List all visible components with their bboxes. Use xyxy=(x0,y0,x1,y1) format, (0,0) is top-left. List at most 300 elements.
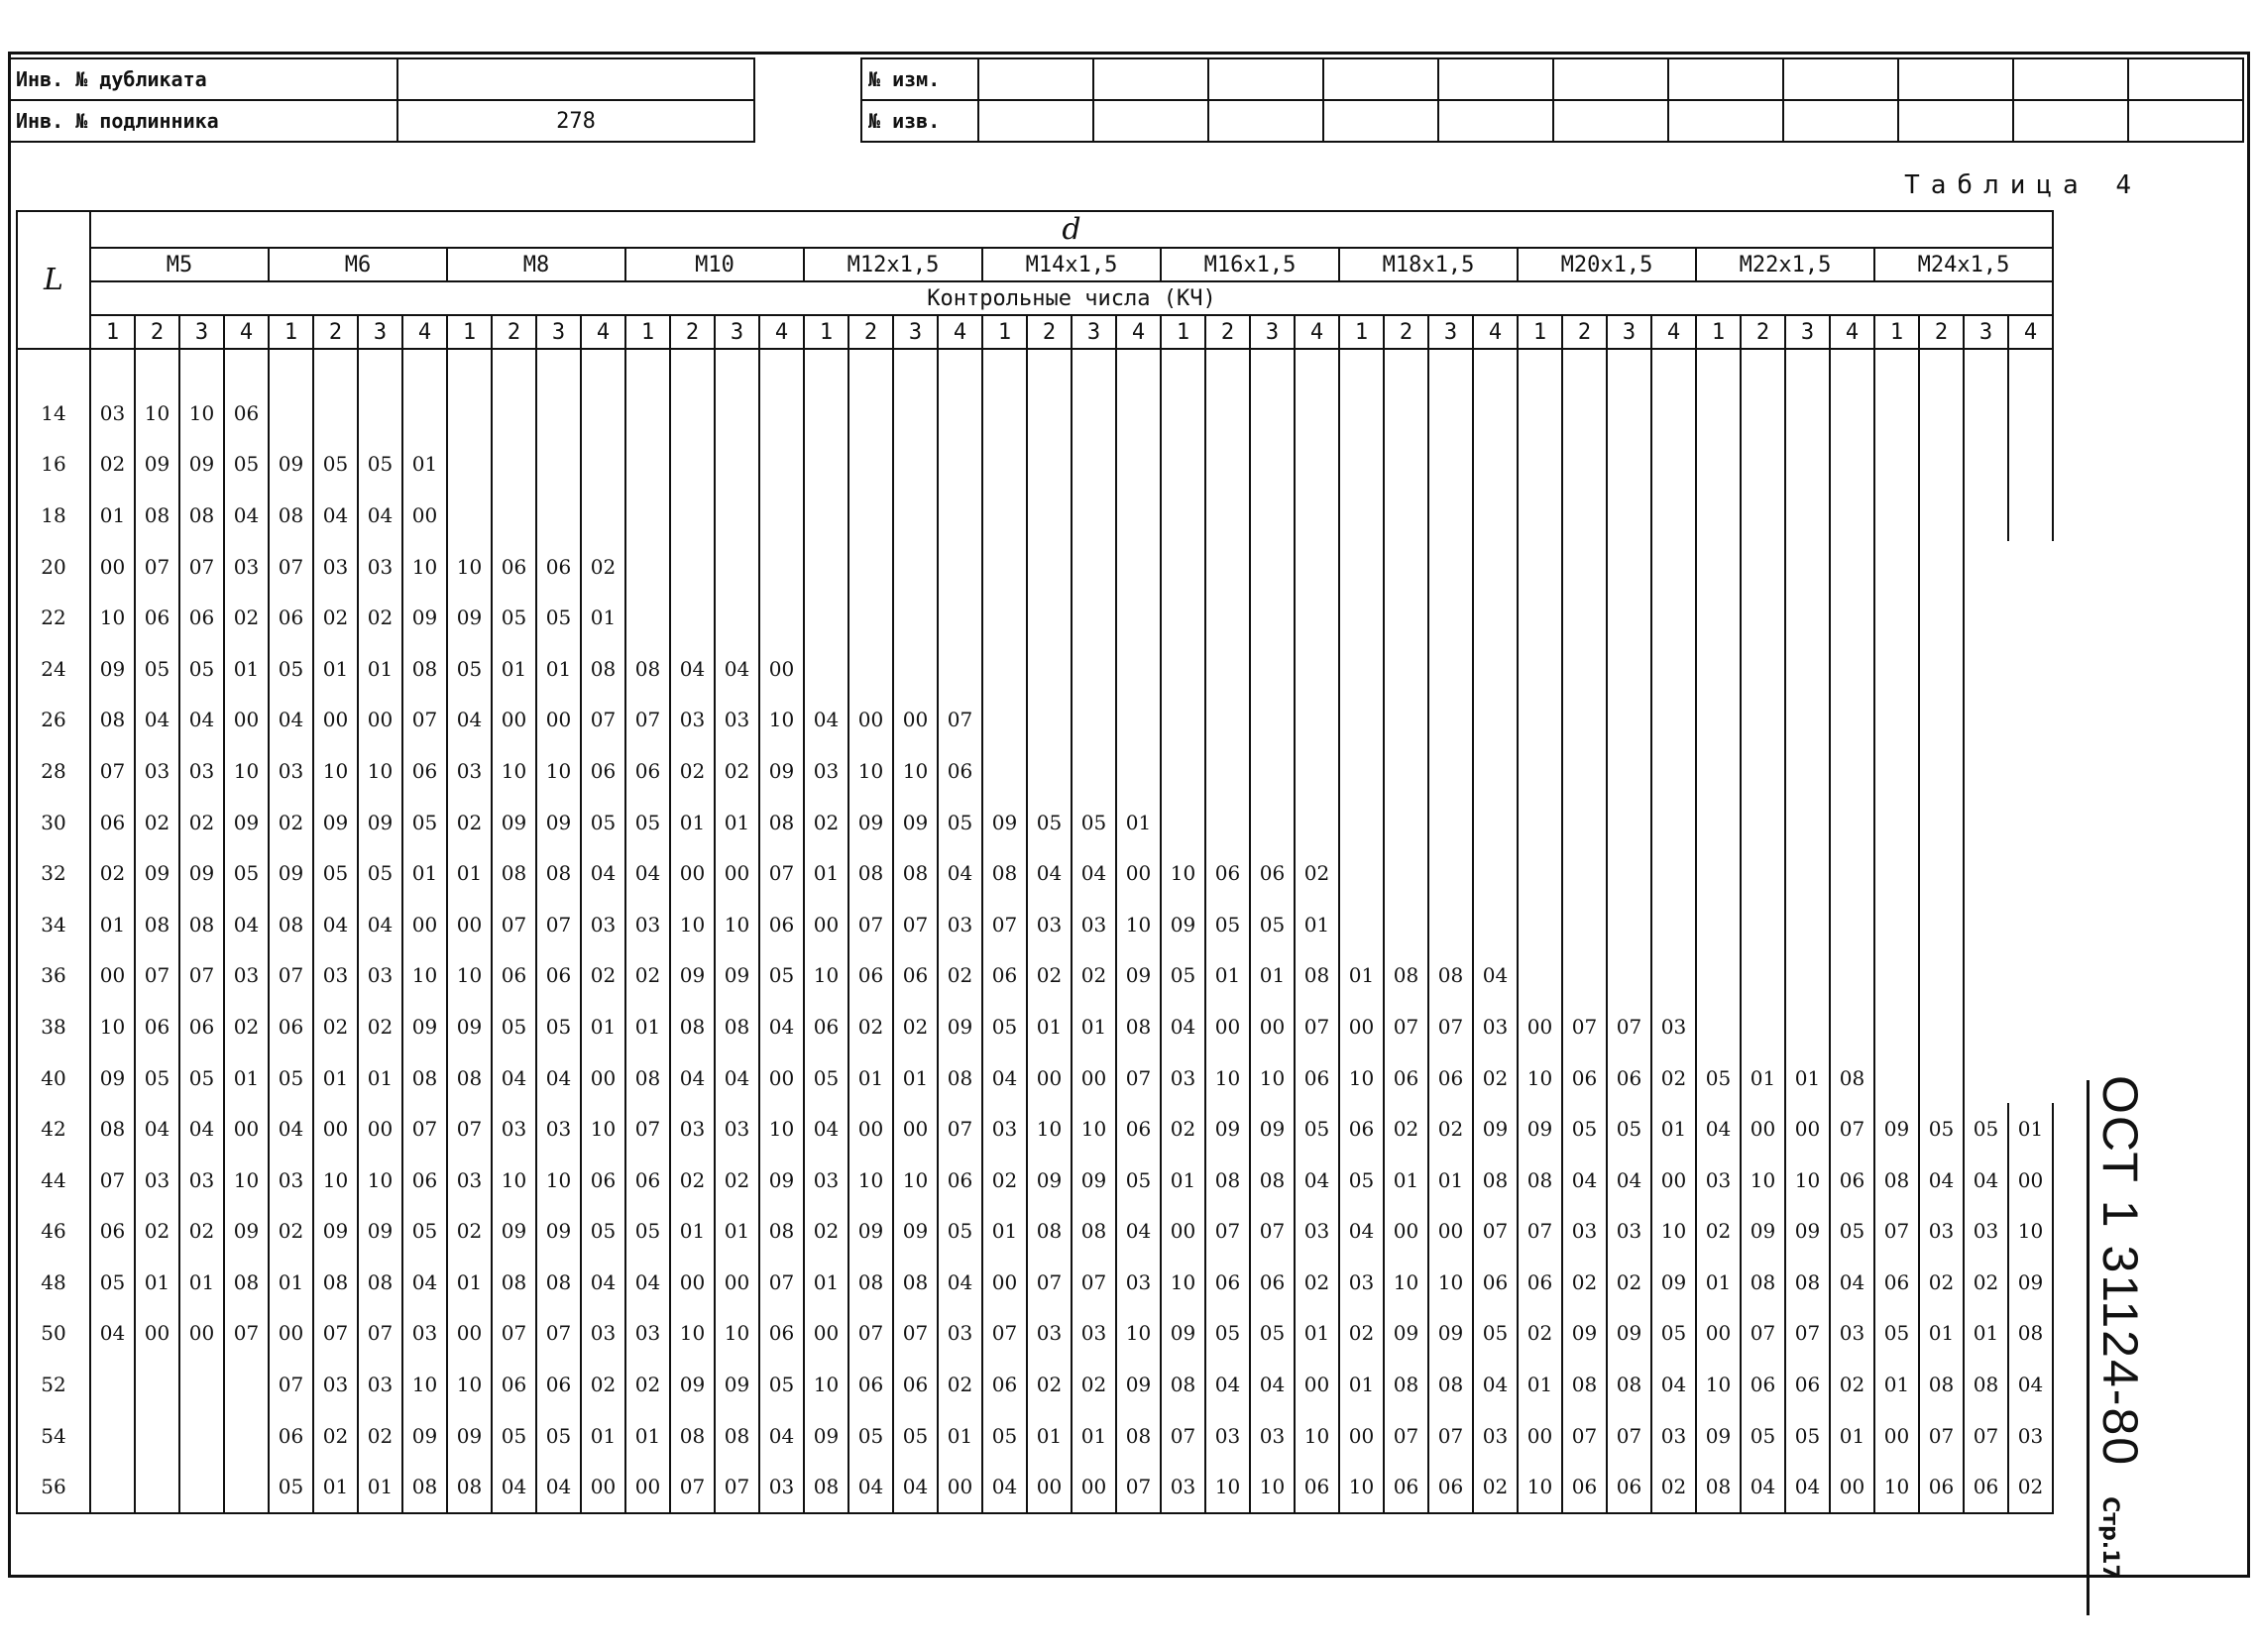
control-number-cell: 01 xyxy=(1116,797,1161,848)
control-number-cell: 05 xyxy=(982,1410,1027,1462)
control-number-cell: 07 xyxy=(893,899,938,950)
change-cell xyxy=(1553,58,1668,100)
control-number-cell: 09 xyxy=(135,847,179,899)
control-number-cell: 04 xyxy=(179,695,224,746)
control-number-cell: 02 xyxy=(670,1155,715,1206)
spacer-cell xyxy=(1473,349,1518,387)
control-number-cell xyxy=(1428,439,1473,491)
control-number-cell xyxy=(1785,439,1830,491)
control-number-cell xyxy=(1830,592,1874,643)
control-number-cell: 02 xyxy=(179,797,224,848)
control-number-cell: 05 xyxy=(1027,797,1072,848)
control-number-cell: 08 xyxy=(1696,1461,1741,1513)
control-number-cell xyxy=(1518,797,1562,848)
control-number-cell: 03 xyxy=(179,1155,224,1206)
control-number-cell xyxy=(179,1410,224,1462)
control-number-cell xyxy=(938,439,982,491)
control-number-cell: 10 xyxy=(313,745,358,797)
document-code-vertical xyxy=(2091,1075,2149,1580)
subcolumn-header: 1 xyxy=(1518,315,1562,349)
control-number-cell: 07 xyxy=(447,1103,492,1155)
control-number-cell xyxy=(1919,745,1964,797)
control-number-cell xyxy=(1651,950,1696,1002)
control-number-cell xyxy=(982,490,1027,541)
control-number-cell xyxy=(1250,643,1295,695)
control-number-cell xyxy=(625,387,670,439)
control-number-cell: 02 xyxy=(715,745,759,797)
control-number-cell: 06 xyxy=(581,1155,625,1206)
control-number-cell xyxy=(938,541,982,593)
control-number-cell: 07 xyxy=(625,695,670,746)
change-cell xyxy=(978,58,1093,100)
control-number-cell xyxy=(938,592,982,643)
control-number-cell: 04 xyxy=(224,490,269,541)
control-number-cell: 05 xyxy=(759,1359,804,1410)
control-number-cell: 01 xyxy=(1072,1410,1116,1462)
control-number-cell xyxy=(492,439,536,491)
control-number-cell: 04 xyxy=(625,1257,670,1308)
control-number-cell: 07 xyxy=(358,1308,402,1360)
control-number-cell xyxy=(1161,541,1205,593)
control-number-cell xyxy=(1250,490,1295,541)
control-number-cell: 02 xyxy=(313,592,358,643)
control-number-cell xyxy=(1295,643,1339,695)
control-number-cell: 09 xyxy=(982,797,1027,848)
subcolumn-header: 2 xyxy=(670,315,715,349)
control-number-cell: 10 xyxy=(402,541,447,593)
control-number-cell xyxy=(670,592,715,643)
length-cell: 48 xyxy=(17,1257,90,1308)
length-cell: 34 xyxy=(17,899,90,950)
control-number-cell xyxy=(492,387,536,439)
control-number-cell: 02 xyxy=(1072,1359,1116,1410)
table-caption: Таблица 4 xyxy=(1904,170,2142,200)
control-number-cell: 03 xyxy=(804,1155,848,1206)
control-number-cell xyxy=(1562,592,1607,643)
control-number-cell xyxy=(1696,592,1741,643)
control-number-cell: 07 xyxy=(848,1308,893,1360)
spacer-cell xyxy=(1562,349,1607,387)
control-number-cell: 06 xyxy=(848,950,893,1002)
thread-size-header: M6 xyxy=(269,248,447,281)
notice-cell xyxy=(1208,100,1323,142)
table-row xyxy=(17,797,2053,848)
control-number-cell: 03 xyxy=(358,541,402,593)
spacer-cell xyxy=(1339,349,1384,387)
control-number-cell: 02 xyxy=(581,1359,625,1410)
control-number-cell: 05 xyxy=(269,1052,313,1104)
control-number-cell xyxy=(1741,643,1785,695)
control-number-cell: 06 xyxy=(1428,1461,1473,1513)
control-number-cell xyxy=(1874,950,1919,1002)
control-number-cell: 02 xyxy=(938,1359,982,1410)
control-number-cell xyxy=(1072,439,1116,491)
control-number-cell xyxy=(1384,847,1428,899)
control-number-cell: 04 xyxy=(313,490,358,541)
control-number-cell: 08 xyxy=(759,797,804,848)
control-number-cell: 05 xyxy=(1874,1308,1919,1360)
control-number-cell xyxy=(1919,541,1964,593)
control-number-cell: 09 xyxy=(1874,1103,1919,1155)
control-number-cell: 08 xyxy=(938,1052,982,1104)
control-number-cell: 01 xyxy=(670,797,715,848)
control-number-cell: 05 xyxy=(1205,899,1250,950)
subcolumn-header: 2 xyxy=(848,315,893,349)
control-number-cell xyxy=(1339,643,1384,695)
control-number-cell: 02 xyxy=(224,592,269,643)
spacer-cell xyxy=(715,349,759,387)
control-number-cell: 01 xyxy=(1384,1155,1428,1206)
control-number-cell: 07 xyxy=(492,1308,536,1360)
control-number-cell: 00 xyxy=(1874,1410,1919,1462)
control-number-cell: 01 xyxy=(1339,1359,1384,1410)
control-number-cell: 01 xyxy=(1964,1308,2008,1360)
table-row xyxy=(17,1410,2053,1462)
length-cell: 44 xyxy=(17,1155,90,1206)
control-number-cell: 03 xyxy=(670,695,715,746)
control-number-cell: 06 xyxy=(982,950,1027,1002)
control-number-cell: 06 xyxy=(90,797,135,848)
control-number-cell: 01 xyxy=(358,1052,402,1104)
control-number-cell: 03 xyxy=(179,745,224,797)
control-number-cell xyxy=(893,643,938,695)
spacer-cell xyxy=(581,349,625,387)
subcolumn-header: 3 xyxy=(893,315,938,349)
control-number-cell: 10 xyxy=(715,899,759,950)
control-number-cell: 05 xyxy=(982,1001,1027,1052)
spacer-cell xyxy=(893,349,938,387)
length-cell: 40 xyxy=(17,1052,90,1104)
control-number-cell xyxy=(1785,490,1830,541)
control-number-cell: 04 xyxy=(804,695,848,746)
control-number-cell xyxy=(1384,387,1428,439)
control-number-cell: 09 xyxy=(804,1410,848,1462)
spacer-cell xyxy=(1295,349,1339,387)
control-number-cell: 07 xyxy=(1607,1410,1651,1462)
control-number-cell xyxy=(1518,643,1562,695)
control-number-cell: 10 xyxy=(90,1001,135,1052)
control-number-cell xyxy=(447,439,492,491)
control-number-cell: 08 xyxy=(224,1257,269,1308)
control-number-cell: 09 xyxy=(447,1001,492,1052)
control-number-cell xyxy=(1874,695,1919,746)
control-number-cell: 07 xyxy=(1607,1001,1651,1052)
control-number-cell xyxy=(1696,745,1741,797)
control-number-cell: 03 xyxy=(313,541,358,593)
control-number-cell xyxy=(581,387,625,439)
change-cell xyxy=(1438,58,1553,100)
control-number-cell xyxy=(1339,695,1384,746)
control-number-cell: 08 xyxy=(670,1001,715,1052)
control-number-cell xyxy=(625,592,670,643)
thread-size-header: M16x1,5 xyxy=(1161,248,1339,281)
control-number-cell: 00 xyxy=(269,1308,313,1360)
table-row xyxy=(17,1103,2053,1155)
control-number-cell: 09 xyxy=(848,797,893,848)
spacer-cell xyxy=(1072,349,1116,387)
control-number-cell xyxy=(1562,643,1607,695)
control-number-cell xyxy=(1919,1001,1964,1052)
control-number-cell: 01 xyxy=(313,1461,358,1513)
control-number-cell xyxy=(625,541,670,593)
control-number-cell: 02 xyxy=(1562,1257,1607,1308)
control-number-cell xyxy=(1205,439,1250,491)
control-number-cell: 07 xyxy=(1116,1052,1161,1104)
control-number-cell xyxy=(1830,797,1874,848)
control-number-cell xyxy=(759,592,804,643)
control-number-cell xyxy=(1919,695,1964,746)
control-number-cell xyxy=(1339,592,1384,643)
control-number-cell: 05 xyxy=(358,439,402,491)
control-number-cell: 03 xyxy=(402,1308,447,1360)
control-number-cell: 08 xyxy=(1384,950,1428,1002)
control-number-cell xyxy=(1116,745,1161,797)
control-number-cell xyxy=(1607,695,1651,746)
control-number-cell xyxy=(1027,643,1072,695)
control-number-cell: 06 xyxy=(1785,1359,1830,1410)
control-number-cell: 02 xyxy=(224,1001,269,1052)
table-row xyxy=(17,899,2053,950)
control-number-cell xyxy=(1919,592,1964,643)
control-number-cell xyxy=(1250,387,1295,439)
control-number-cell xyxy=(1964,387,2008,439)
control-number-cell: 07 xyxy=(1518,1206,1562,1258)
control-number-cell xyxy=(848,643,893,695)
subcolumn-header: 4 xyxy=(581,315,625,349)
control-number-cell: 04 xyxy=(625,847,670,899)
control-number-cell: 04 xyxy=(1651,1359,1696,1410)
control-number-cell: 01 xyxy=(625,1410,670,1462)
control-number-cell: 05 xyxy=(1830,1206,1874,1258)
control-number-cell: 08 xyxy=(1785,1257,1830,1308)
control-number-cell xyxy=(1205,797,1250,848)
control-number-cell: 01 xyxy=(1428,1155,1473,1206)
control-number-cell: 02 xyxy=(715,1155,759,1206)
control-number-cell xyxy=(1562,439,1607,491)
control-number-cell: 01 xyxy=(536,643,581,695)
control-number-cell xyxy=(1161,745,1205,797)
control-number-cell xyxy=(1384,695,1428,746)
control-number-cell: 08 xyxy=(1473,1155,1518,1206)
control-number-cell: 04 xyxy=(1964,1155,2008,1206)
control-number-cell: 06 xyxy=(938,745,982,797)
control-number-cell xyxy=(1607,592,1651,643)
control-number-cell: 09 xyxy=(269,439,313,491)
control-number-cell xyxy=(1919,387,1964,439)
control-number-cell xyxy=(1874,387,1919,439)
control-number-cell: 08 xyxy=(358,1257,402,1308)
control-number-cell xyxy=(1205,387,1250,439)
control-number-cell: 02 xyxy=(804,1206,848,1258)
control-number-cell: 07 xyxy=(1428,1410,1473,1462)
control-number-cell: 02 xyxy=(848,1001,893,1052)
control-number-cell xyxy=(1964,439,2008,491)
control-number-cell xyxy=(1651,643,1696,695)
control-number-cell: 07 xyxy=(179,950,224,1002)
control-number-cell: 04 xyxy=(848,1461,893,1513)
subcolumn-header: 1 xyxy=(804,315,848,349)
control-number-cell: 10 xyxy=(1295,1410,1339,1462)
control-number-cell: 08 xyxy=(670,1410,715,1462)
control-number-cell: 08 xyxy=(313,1257,358,1308)
spacer-cell xyxy=(269,349,313,387)
control-number-cell xyxy=(1874,797,1919,848)
subcolumn-header: 4 xyxy=(759,315,804,349)
control-number-cell xyxy=(1607,643,1651,695)
control-number-cell xyxy=(1562,899,1607,950)
control-number-cell xyxy=(1518,439,1562,491)
control-number-cell: 06 xyxy=(536,541,581,593)
control-number-cell: 02 xyxy=(1473,1461,1518,1513)
control-number-cell: 09 xyxy=(1205,1103,1250,1155)
control-number-cell xyxy=(1607,387,1651,439)
control-number-cell xyxy=(759,439,804,491)
control-number-cell: 09 xyxy=(135,439,179,491)
control-number-cell: 05 xyxy=(536,1410,581,1462)
control-number-cell xyxy=(1785,797,1830,848)
control-number-cell xyxy=(982,592,1027,643)
control-number-cell xyxy=(1830,847,1874,899)
notice-cell xyxy=(1668,100,1783,142)
control-number-cell: 07 xyxy=(269,1359,313,1410)
control-number-cell: 04 xyxy=(1072,847,1116,899)
control-number-cell: 06 xyxy=(804,1001,848,1052)
control-number-cell: 05 xyxy=(492,592,536,643)
spacer-cell xyxy=(1116,349,1161,387)
control-number-cell: 03 xyxy=(447,1155,492,1206)
control-number-cell: 09 xyxy=(1741,1206,1785,1258)
control-number-cell: 05 xyxy=(1651,1308,1696,1360)
subcolumn-header: 2 xyxy=(1741,315,1785,349)
control-number-cell xyxy=(1607,950,1651,1002)
control-number-cell: 05 xyxy=(1295,1103,1339,1155)
control-number-cell xyxy=(715,490,759,541)
control-number-cell: 02 xyxy=(1607,1257,1651,1308)
control-number-cell: 07 xyxy=(1428,1001,1473,1052)
control-number-cell: 00 xyxy=(1027,1461,1072,1513)
control-number-cell xyxy=(1562,490,1607,541)
control-number-cell xyxy=(804,643,848,695)
control-number-cell: 10 xyxy=(848,1155,893,1206)
control-number-cell: 06 xyxy=(1116,1103,1161,1155)
control-number-cell xyxy=(804,439,848,491)
notice-cell xyxy=(1093,100,1208,142)
control-number-cell: 10 xyxy=(893,745,938,797)
control-number-cell: 04 xyxy=(670,643,715,695)
control-number-cell: 10 xyxy=(581,1103,625,1155)
control-number-cell: 07 xyxy=(1161,1410,1205,1462)
control-number-cell xyxy=(1696,643,1741,695)
table-row xyxy=(17,1155,2053,1206)
control-number-cell: 01 xyxy=(715,1206,759,1258)
control-number-cell: 02 xyxy=(804,797,848,848)
control-number-cell xyxy=(1295,592,1339,643)
subcolumn-header: 2 xyxy=(492,315,536,349)
control-number-cell: 07 xyxy=(1562,1410,1607,1462)
control-number-cell: 07 xyxy=(135,950,179,1002)
spacer-cell xyxy=(17,349,90,387)
control-number-cell: 02 xyxy=(938,950,982,1002)
control-number-cell: 07 xyxy=(759,1257,804,1308)
control-number-cell: 08 xyxy=(1205,1155,1250,1206)
change-cell xyxy=(1093,58,1208,100)
control-number-cell: 02 xyxy=(447,1206,492,1258)
control-number-cell xyxy=(1785,592,1830,643)
control-number-cell: 01 xyxy=(804,847,848,899)
spacer-cell xyxy=(670,349,715,387)
control-number-cell: 09 xyxy=(1384,1308,1428,1360)
control-number-cell: 09 xyxy=(179,439,224,491)
control-number-cell xyxy=(313,387,358,439)
control-number-cell: 06 xyxy=(90,1206,135,1258)
control-number-cell xyxy=(982,541,1027,593)
control-number-cell: 04 xyxy=(492,1052,536,1104)
control-number-cell: 00 xyxy=(848,1103,893,1155)
control-number-cell: 08 xyxy=(2008,1308,2053,1360)
control-number-cell: 07 xyxy=(1027,1257,1072,1308)
control-number-cell xyxy=(1339,797,1384,848)
control-number-cell: 04 xyxy=(938,1257,982,1308)
spacer-cell xyxy=(2008,349,2053,387)
control-number-cell: 00 xyxy=(1295,1359,1339,1410)
notice-cell xyxy=(978,100,1093,142)
control-number-cell: 05 xyxy=(402,1206,447,1258)
spacer-cell xyxy=(1607,349,1651,387)
subcolumn-header: 1 xyxy=(447,315,492,349)
control-number-cell: 10 xyxy=(1339,1052,1384,1104)
control-number-cell: 07 xyxy=(90,1155,135,1206)
control-number-cell xyxy=(536,439,581,491)
control-number-cell: 07 xyxy=(402,695,447,746)
control-number-cell: 07 xyxy=(848,899,893,950)
control-number-cell xyxy=(1741,541,1785,593)
control-number-cell: 00 xyxy=(1072,1052,1116,1104)
control-number-cell: 04 xyxy=(938,847,982,899)
control-number-cell: 07 xyxy=(581,695,625,746)
control-number-cell xyxy=(1741,1001,1785,1052)
control-number-cell: 04 xyxy=(1785,1461,1830,1513)
control-number-cell xyxy=(224,1359,269,1410)
control-number-cell xyxy=(670,439,715,491)
spacer-cell xyxy=(402,349,447,387)
subcolumn-header: 2 xyxy=(1919,315,1964,349)
control-number-cell: 00 xyxy=(1785,1103,1830,1155)
control-number-cell xyxy=(1919,899,1964,950)
control-number-cell: 04 xyxy=(715,643,759,695)
control-number-cell: 01 xyxy=(938,1410,982,1462)
control-number-cell: 00 xyxy=(90,950,135,1002)
control-number-cell: 02 xyxy=(358,1410,402,1462)
control-number-cell: 09 xyxy=(1072,1155,1116,1206)
control-number-cell: 09 xyxy=(313,1206,358,1258)
control-number-cell: 01 xyxy=(2008,1103,2053,1155)
control-number-cell: 03 xyxy=(1651,1001,1696,1052)
control-number-cell xyxy=(1428,899,1473,950)
control-number-cell xyxy=(893,541,938,593)
control-number-cell: 09 xyxy=(1161,1308,1205,1360)
control-number-cell xyxy=(848,439,893,491)
control-number-cell: 04 xyxy=(313,899,358,950)
spacer-cell xyxy=(1428,349,1473,387)
control-number-cell xyxy=(2008,490,2053,541)
control-number-cell: 00 xyxy=(2008,1155,2053,1206)
length-cell: 50 xyxy=(17,1308,90,1360)
control-number-cell: 03 xyxy=(715,695,759,746)
control-number-cell: 01 xyxy=(402,847,447,899)
table-row xyxy=(17,490,2053,541)
control-number-cell: 08 xyxy=(982,847,1027,899)
control-number-cell: 01 xyxy=(670,1206,715,1258)
